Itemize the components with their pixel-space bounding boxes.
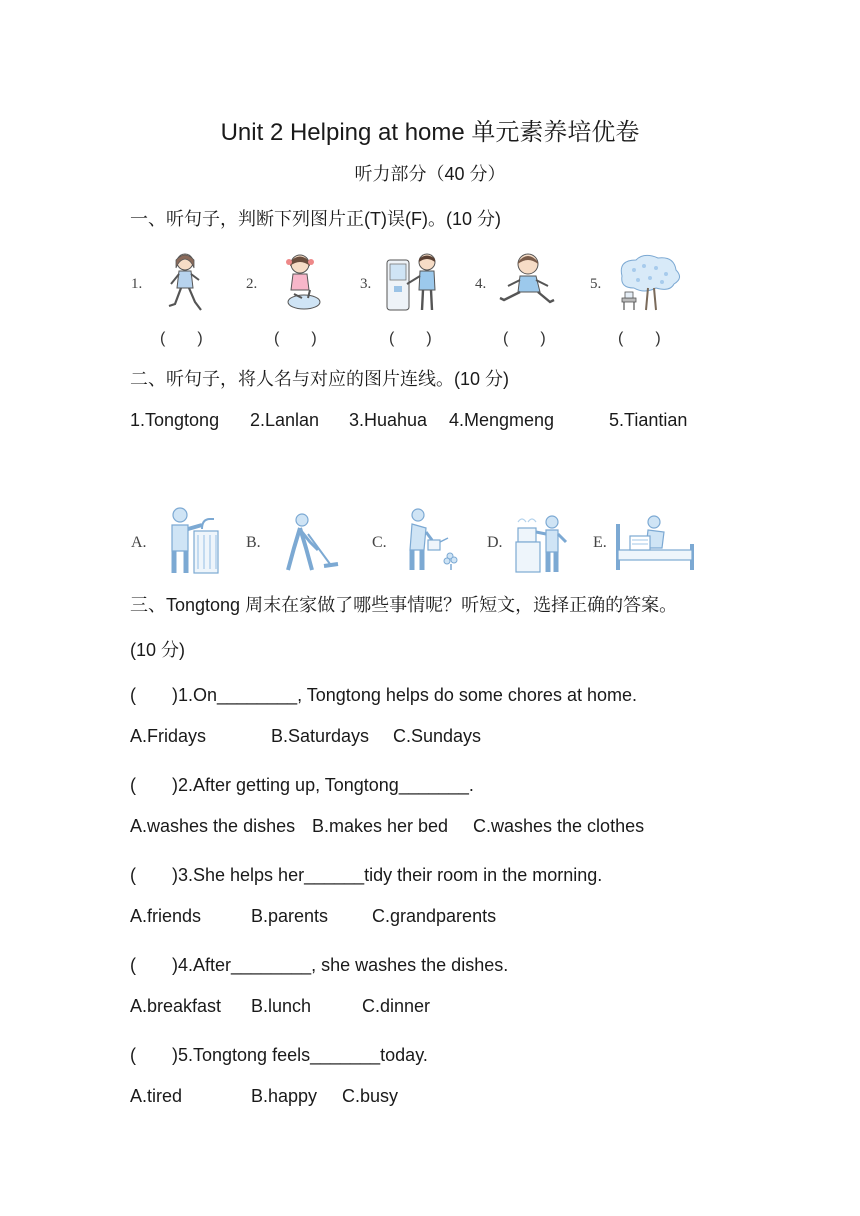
picture-number: 1. [131, 276, 143, 292]
picture-number: 5. [590, 276, 602, 292]
question-stem: ( )3.She helps her______tidy their room in the morning. [130, 865, 603, 885]
page-subtitle: 听力部分（40 分） [354, 164, 506, 184]
option-letter: C. [372, 534, 387, 551]
cooking-icon [514, 514, 570, 574]
answer-blank[interactable]: ( ) [618, 330, 661, 347]
name-item: 3.Huahua [349, 410, 428, 430]
page-title: Unit 2 Helping at home 单元素养培优卷 [220, 119, 640, 146]
answer-option: A.tired [130, 1086, 183, 1106]
boy-sitting-tired-icon [498, 250, 556, 310]
answer-option: B.parents [251, 906, 329, 926]
answer-option: B.lunch [251, 996, 312, 1016]
answer-blank[interactable]: ( ) [160, 330, 203, 347]
option-letter: A. [131, 534, 147, 551]
option-letter: D. [487, 534, 503, 551]
washing-dishes-icon [162, 505, 222, 575]
answer-option: B.happy [251, 1086, 318, 1106]
girl-running-icon [165, 250, 205, 314]
section3-score: (10 分) [130, 640, 186, 660]
answer-option: A.breakfast [130, 996, 222, 1016]
name-item: 4.Mengmeng [449, 410, 555, 430]
option-letter: E. [593, 534, 607, 551]
making-bed-icon [616, 514, 694, 570]
section3-heading: 三、Tongtong 周末在家做了哪些事情呢？听短文，选择正确的答案。 [130, 595, 678, 615]
section2-heading: 二、听句子，将人名与对应的图片连线。(10 分) [130, 369, 510, 389]
picture-number: 2. [246, 276, 258, 292]
answer-option: C.busy [342, 1086, 399, 1106]
answer-blank[interactable]: ( ) [503, 330, 546, 347]
question-stem: ( )5.Tongtong feels_______today. [130, 1045, 428, 1065]
answer-option: C.dinner [362, 996, 431, 1016]
answer-blank[interactable]: ( ) [274, 330, 317, 347]
name-item: 2.Lanlan [250, 410, 320, 430]
picture-number: 4. [475, 276, 487, 292]
name-item: 1.Tongtong [130, 410, 220, 430]
question-stem: ( )2.After getting up, Tongtong_______. [130, 775, 474, 795]
tree-with-stool-icon [614, 254, 684, 310]
watering-flowers-icon [404, 506, 460, 572]
boy-at-water-dispenser-icon [385, 250, 445, 314]
answer-option: A.Fridays [130, 726, 207, 746]
answer-option: C.Sundays [393, 726, 482, 746]
question-stem: ( )1.On________, Tongtong helps do some chores at home. [130, 685, 637, 705]
question-stem: ( )4.After________, she washes the dishes. [130, 955, 509, 975]
answer-option: A.friends [130, 906, 202, 926]
girl-washing-clothes-icon [280, 250, 324, 314]
section1-heading: 一、听句子，判断下列图片正(T)误(F)。(10 分) [130, 209, 501, 229]
answer-option: C.grandparents [372, 906, 497, 926]
answer-option: A.washes the dishes [130, 816, 296, 836]
answer-option: B.makes her bed [312, 816, 449, 836]
answer-option: B.Saturdays [271, 726, 370, 746]
name-item: 5.Tiantian [609, 410, 688, 430]
picture-number: 3. [360, 276, 372, 292]
answer-blank[interactable]: ( ) [389, 330, 432, 347]
sweeping-floor-icon [280, 512, 340, 572]
answer-option: C.washes the clothes [473, 816, 645, 836]
option-letter: B. [246, 534, 261, 551]
